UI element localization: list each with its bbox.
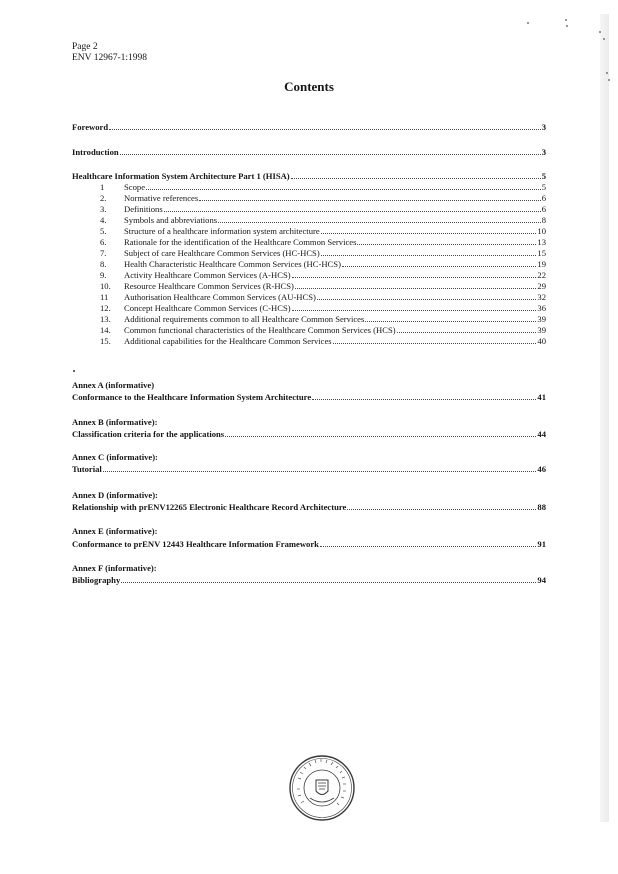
page-edge-shadow (600, 14, 609, 822)
toc-section-14[interactable] (72, 325, 546, 335)
section-number: 15. (100, 336, 111, 346)
leader-dots (292, 303, 537, 311)
toc-entry-text: Concept Healthcare Common Services (C-HCS) (124, 303, 291, 313)
toc-page-number: 13 (537, 237, 546, 247)
section-number: 5. (100, 226, 107, 236)
toc-section-7[interactable] (72, 248, 546, 258)
section-number: 12. (100, 303, 111, 313)
scan-speck (73, 370, 75, 372)
toc-page-number: 36 (537, 303, 546, 313)
annex-e-heading: Annex E (informative): (72, 526, 158, 536)
annex-d-heading: Annex D (informative): (72, 490, 158, 500)
toc-section-13[interactable] (72, 314, 546, 324)
leader-dots (320, 539, 536, 547)
toc-page-number: 44 (537, 429, 546, 439)
toc-section-9[interactable] (72, 270, 546, 280)
leader-dots (347, 502, 536, 510)
scan-speck (527, 22, 529, 24)
toc-entry-text: Definitions (124, 204, 163, 214)
section-number: 11 (100, 292, 109, 302)
leader-dots (342, 259, 536, 267)
toc-entry-text: Tutorial (72, 464, 102, 474)
toc-entry-text: Symbols and abbreviations (124, 215, 218, 225)
scan-speck (603, 38, 605, 40)
toc-entry-text: Additional capabilities for the Healthcare Common Services (124, 336, 332, 346)
leader-dots (199, 193, 541, 201)
scan-speck (565, 19, 567, 21)
toc-page-number: 3 (541, 147, 546, 157)
toc-entry-text: Bibliography (72, 575, 121, 585)
section-number: 6. (100, 237, 107, 247)
leader-dots (146, 182, 541, 190)
annex-f-heading: Annex F (informative): (72, 563, 157, 573)
toc-entry-annex-a[interactable] (72, 392, 546, 402)
section-number: 4. (100, 215, 107, 225)
annex-b-heading: Annex B (informative): (72, 417, 158, 427)
leader-dots (218, 215, 541, 223)
toc-page-number: 8 (541, 215, 546, 225)
section-number: 13. (100, 314, 111, 324)
toc-entry-text: Authorisation Healthcare Common Services (AU-HCS) (124, 292, 316, 302)
toc-entry-text: Scope (124, 182, 146, 192)
toc-entry-text: Resource Healthcare Common Services (R-HCS) (124, 281, 294, 291)
toc-page-number: 5 (541, 182, 546, 192)
toc-section-5[interactable] (72, 226, 546, 236)
leader-dots (292, 270, 537, 278)
annex-c-heading: Annex C (informative): (72, 452, 158, 462)
toc-section-15[interactable] (72, 336, 546, 346)
toc-entry-text: Relationship with prENV12265 Electronic Healthcare Record Architecture (72, 502, 347, 512)
toc-page-number: 15 (537, 248, 546, 258)
leader-dots (317, 292, 537, 300)
section-number: 10. (100, 281, 111, 291)
leader-dots (333, 336, 537, 344)
leader-dots (321, 248, 537, 256)
toc-section-2[interactable] (72, 193, 546, 203)
toc-entry-foreword[interactable] (72, 122, 546, 132)
document-id: ENV 12967-1:1998 (72, 53, 148, 63)
toc-entry-hisa[interactable] (72, 171, 546, 181)
page-title: Contents (284, 79, 334, 94)
toc-page-number: 29 (537, 281, 546, 291)
section-number: 7. (100, 248, 107, 258)
toc-page-number: 19 (537, 259, 546, 269)
leader-dots (103, 464, 537, 472)
toc-entry-text: Subject of care Healthcare Common Services (HC-HCS) (124, 248, 320, 258)
toc-entry-text: Conformance to the Healthcare Information System Architecture (72, 392, 312, 402)
toc-page-number: 91 (537, 539, 546, 549)
toc-page-number: 94 (537, 575, 546, 585)
toc-section-3[interactable] (72, 204, 546, 214)
toc-entry-annex-b[interactable] (72, 429, 546, 439)
toc-entry-annex-e[interactable] (72, 539, 546, 549)
toc-section-1[interactable] (72, 182, 546, 192)
svg-text:·: · (321, 808, 323, 813)
toc-entry-text: Foreword (72, 122, 109, 132)
toc-entry-text: Conformance to prENV 12443 Healthcare Information Framework (72, 539, 319, 549)
toc-page-number: 39 (537, 314, 546, 324)
toc-section-10[interactable] (72, 281, 546, 291)
toc-entry-text: Normative references (124, 193, 199, 203)
toc-section-11[interactable] (72, 292, 546, 302)
leader-dots (312, 392, 536, 400)
toc-page-number: 46 (537, 464, 546, 474)
section-number: 2. (100, 193, 107, 203)
page-bottom (66, 822, 609, 874)
leader-dots (120, 147, 541, 155)
toc-section-12[interactable] (72, 303, 546, 313)
toc-entry-text: Additional requirements common to all Healthcare Common Services (124, 314, 365, 324)
toc-page-number: 10 (537, 226, 546, 236)
section-number: 1 (100, 182, 105, 192)
page-header (72, 42, 147, 64)
leader-dots (321, 226, 537, 234)
toc-entry-text: Healthcare Information System Architecture Part 1 (HISA) (72, 171, 290, 181)
scan-speck (599, 31, 601, 33)
section-number: 3. (100, 204, 107, 214)
scan-speck (606, 72, 608, 74)
toc-entry-text: Rationale for the identification of the Healthcare Common Services (124, 237, 357, 247)
toc-page-number: 3 (541, 122, 546, 132)
toc-page-number: 22 (537, 270, 546, 280)
toc-page-number: 6 (541, 204, 546, 214)
leader-dots (397, 325, 537, 333)
toc-page-number: 41 (537, 392, 546, 402)
annex-a-heading: Annex A (informative) (72, 380, 155, 390)
toc-entry-annex-f[interactable] (72, 575, 546, 585)
leader-dots (121, 575, 536, 583)
toc-entry-annex-c[interactable] (72, 464, 546, 474)
toc-entry-text: Activity Healthcare Common Services (A-HCS) (124, 270, 291, 280)
toc-entry-introduction[interactable] (72, 147, 546, 157)
leader-dots (225, 429, 536, 437)
leader-dots (164, 204, 541, 212)
toc-section-6[interactable] (72, 237, 546, 247)
toc-page-number: 32 (537, 292, 546, 302)
official-stamp-icon (288, 754, 356, 822)
leader-dots (295, 281, 536, 289)
toc-section-8[interactable] (72, 259, 546, 269)
section-number: 14. (100, 325, 111, 335)
leader-dots (357, 237, 536, 245)
toc-entry-text: Common functional characteristics of the Healthcare Common Services (HCS) (124, 325, 396, 335)
toc-section-4[interactable] (72, 215, 546, 225)
toc-entry-annex-d[interactable] (72, 502, 546, 512)
toc-entry-text: Structure of a healthcare information system architecture (124, 226, 320, 236)
leader-dots (291, 171, 541, 179)
toc-page-number: 39 (537, 325, 546, 335)
leader-dots (365, 314, 536, 322)
page-number: Page 2 (72, 42, 98, 52)
section-number: 8. (100, 259, 107, 269)
toc-page-number: 5 (541, 171, 546, 181)
toc-page-number: 88 (537, 502, 546, 512)
toc-entry-text: Classification criteria for the applications (72, 429, 225, 439)
section-number: 9. (100, 270, 107, 280)
toc-page-number: 6 (541, 193, 546, 203)
leader-dots (109, 122, 541, 130)
scan-speck (566, 25, 568, 27)
toc-page-number: 40 (537, 336, 546, 346)
toc-entry-text: Health Characteristic Healthcare Common Services (HC-HCS) (124, 259, 341, 269)
toc-entry-text: Introduction (72, 147, 119, 157)
